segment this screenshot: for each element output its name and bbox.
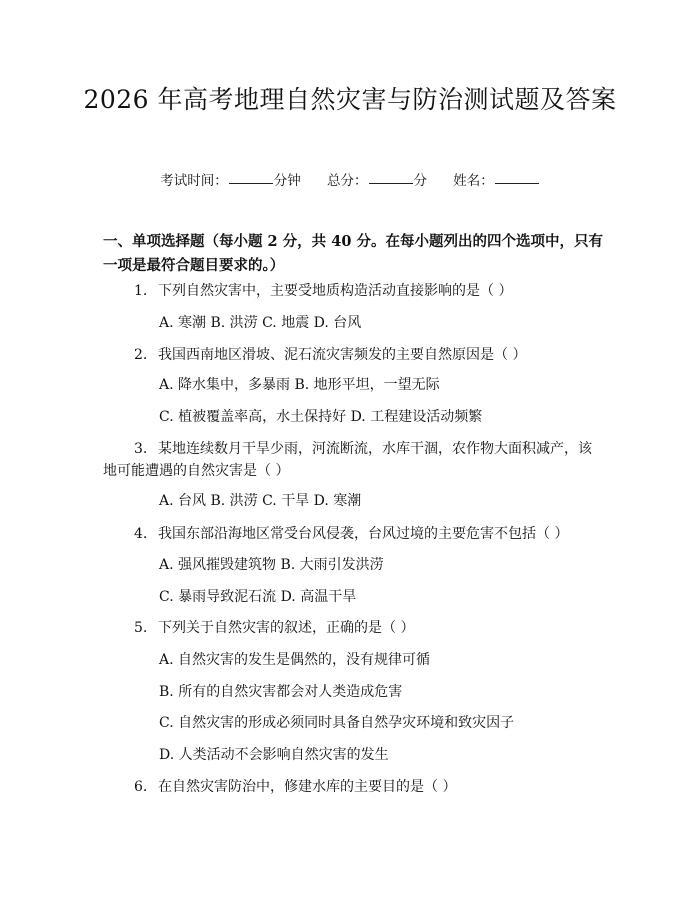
student-name-label: 姓名： bbox=[453, 173, 494, 189]
question-4 bbox=[134, 524, 568, 544]
page-title: 2026 年高考地理自然灾害与防治测试题及答案 bbox=[83, 85, 617, 114]
question-5-option-d: D. 人类活动不会影响自然灾害的发生 bbox=[159, 747, 389, 763]
question-1-options: A. 寒潮 B. 洪涝 C. 地震 D. 台风 bbox=[159, 315, 362, 331]
question-text: 下列自然灾害中，主要受地质构造活动直接影响的是（ ） bbox=[158, 283, 513, 299]
question-number: 6. bbox=[134, 779, 148, 795]
question-5-option-c: C. 自然灾害的形成必须同时具备自然孕灾环境和致灾因子 bbox=[159, 715, 515, 731]
total-score-blank bbox=[369, 182, 413, 184]
exam-time-unit: 分钟 bbox=[273, 173, 301, 189]
question-number: 2. bbox=[134, 347, 148, 363]
question-3-options: A. 台风 B. 洪涝 C. 干旱 D. 寒潮 bbox=[159, 493, 362, 509]
exam-info-line bbox=[0, 169, 700, 189]
question-text: 我国西南地区滑坡、泥石流灾害频发的主要自然原因是（ ） bbox=[158, 347, 527, 363]
total-score-unit: 分 bbox=[413, 173, 427, 189]
question-4-options-ab: A. 强风摧毁建筑物 B. 大雨引发洪涝 bbox=[159, 557, 384, 573]
question-5-option-a: A. 自然灾害的发生是偶然的，没有规律可循 bbox=[159, 652, 431, 668]
question-text: 下列关于自然灾害的叙述，正确的是（ ） bbox=[158, 620, 415, 636]
student-name-blank bbox=[495, 182, 539, 184]
question-number: 3. bbox=[134, 441, 148, 457]
total-score-label: 总分： bbox=[327, 173, 368, 189]
question-text: 在自然灾害防治中，修建水库的主要目的是（ ） bbox=[158, 779, 457, 795]
total-score-field bbox=[327, 173, 427, 189]
question-1 bbox=[134, 281, 512, 301]
exam-time-blank bbox=[229, 182, 273, 184]
question-number: 1. bbox=[134, 283, 148, 299]
question-2 bbox=[134, 345, 526, 365]
question-2-options-ab: A. 降水集中，多暴雨 B. 地形平坦，一望无际 bbox=[159, 377, 440, 393]
question-text: 我国东部沿海地区常受台风侵袭，台风过境的主要危害不包括（ ） bbox=[158, 526, 569, 542]
question-number: 4. bbox=[134, 526, 148, 542]
question-text: 某地连续数月干旱少雨，河流断流，水库干涸，农作物大面积减产，该地可能遭遇的自然灾害是（ ） bbox=[103, 441, 592, 479]
question-3 bbox=[103, 438, 603, 482]
section-heading: 一、单项选择题（每小题 2 分，共 40 分。在每小题列出的四个选项中，只有一项是最符合题目要求的。） bbox=[103, 233, 603, 274]
exam-time-field bbox=[160, 173, 301, 189]
exam-time-label: 考试时间： bbox=[160, 173, 228, 189]
question-2-options-cd: C. 植被覆盖率高，水土保持好 D. 工程建设活动频繁 bbox=[159, 409, 483, 425]
question-4-options-cd: C. 暴雨导致泥石流 D. 高温干旱 bbox=[159, 589, 357, 605]
question-5 bbox=[134, 618, 414, 638]
question-number: 5. bbox=[134, 620, 148, 636]
question-6 bbox=[134, 777, 456, 797]
student-name-field bbox=[453, 173, 540, 189]
question-5-option-b: B. 所有的自然灾害都会对人类造成危害 bbox=[159, 684, 403, 700]
